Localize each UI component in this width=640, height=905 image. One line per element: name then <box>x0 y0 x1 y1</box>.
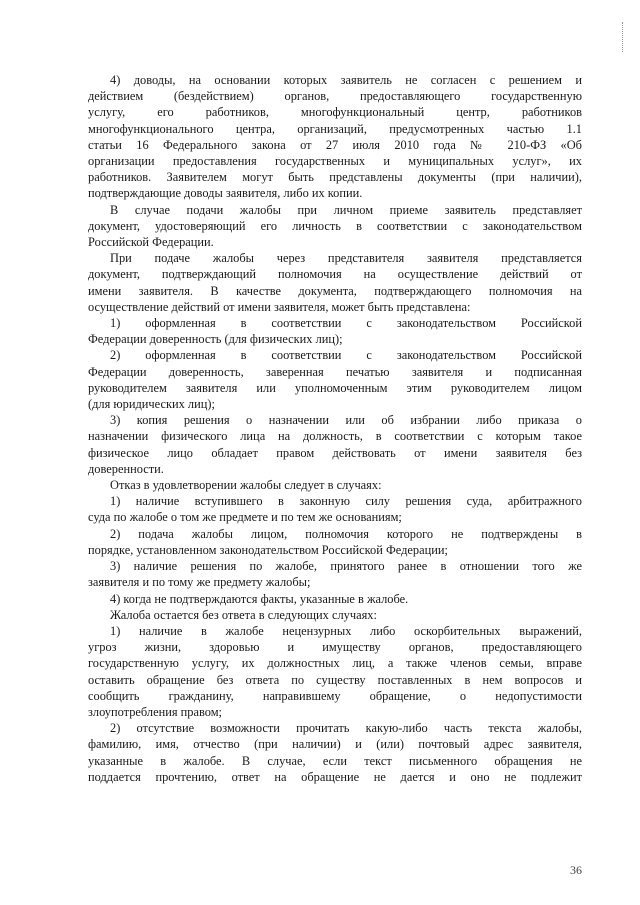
text-line: сообщить гражданину, направившему обращение, о недопустимости <box>88 688 582 703</box>
text-line: доверенности. <box>88 461 164 476</box>
text-line: 3) копия решения о назначении или об избрании либо приказа о <box>110 413 582 428</box>
text-line: 4) когда не подтверждаются факты, указанные в жалобе. <box>110 591 409 606</box>
text-line: физическое лицо обладает правом действовать от имени заявителя без <box>88 445 582 460</box>
text-line: документ, удостоверяющий его личность в соответствии с законодательством <box>88 218 582 233</box>
text-line: При подаче жалобы через представителя заявителя представляется <box>110 251 582 266</box>
text-line: услугу, его работников, многофункциональный центр, работников <box>88 105 582 120</box>
text-line: фамилию, имя, отчество (при наличии) и (или) почтовый адрес заявителя, <box>88 737 582 752</box>
text-line: 4) доводы, на основании которых заявитель не согласен с решением и <box>110 73 582 87</box>
text-line: оставить обращение без ответа по существу поставленных в нем вопросов и <box>88 672 582 687</box>
text-line: Федерации доверенность, заверенная печатью заявителя и подписанная <box>88 364 582 379</box>
text-line: подтверждающие доводы заявителя, либо их копии. <box>88 186 363 201</box>
text-line: угроз жизни, здоровью и имуществу органов, предоставляющего <box>88 640 582 655</box>
text-line: В случае подачи жалобы при личном приеме заявитель представляет <box>110 202 582 217</box>
text-line: (для юридических лиц); <box>88 397 215 412</box>
text-line: документ, подтверждающий полномочия на осуществление действий от <box>88 267 582 282</box>
text-line: злоупотребления правом; <box>88 704 222 719</box>
text-line: заявителя и по тому же предмету жалобы; <box>88 575 311 590</box>
text-line: 3) наличие решения по жалобе, принятого ранее в отношении того же <box>110 559 582 574</box>
text-line: 1) оформленная в соответствии с законодательством Российской <box>110 316 582 331</box>
page-number: 36 <box>570 863 582 877</box>
text-line: действием (бездействием) органов, предоставляющего государственную <box>88 89 582 104</box>
text-line: порядке, установленном законодательством Российской Федерации; <box>88 542 448 557</box>
text-line: Жалоба остается без ответа в следующих случаях: <box>110 607 377 622</box>
text-line: суда по жалобе о том же предмете и по тем же основаниям; <box>88 510 402 525</box>
text-line: 1) наличие в жалобе нецензурных либо оскорбительных выражений, <box>110 623 582 638</box>
text-line: назначении физического лица на должность, в соответствии с которым такое <box>88 429 582 444</box>
margin-mark <box>622 22 626 52</box>
text-line: Федерации доверенность (для физических лиц); <box>88 332 343 347</box>
text-line: 2) подача жалобы лицом, полномочия которого не подтверждены в <box>110 526 582 541</box>
text-line: многофункционального центра, организаций, предусмотренных частью 1.1 <box>88 121 582 136</box>
document-body <box>88 72 582 785</box>
text-line: 2) отсутствие возможности прочитать какую-либо часть текста жалобы, <box>110 721 582 736</box>
text-line: осуществление действий от имени заявителя, может быть представлена: <box>88 299 471 314</box>
text-line: поддается прочтению, ответ на обращение не дается и оно не подлежит <box>88 769 582 784</box>
text-line: Отказ в удовлетворении жалобы следует в случаях: <box>110 478 382 493</box>
text-line: 2) оформленная в соответствии с законодательством Российской <box>110 348 582 363</box>
text-line: Российской Федерации. <box>88 235 214 250</box>
text-line: 1) наличие вступившего в законную силу решения суда, арбитражного <box>110 494 582 509</box>
text-line: государственную услугу, их должностных лиц, а также членов семьи, вправе <box>88 656 582 671</box>
text-line: статьи 16 Федерального закона от 27 июля 2010 года № 210-ФЗ «Об <box>88 137 582 152</box>
text-line: организации предоставления государственных и муниципальных услуг», их <box>88 154 582 169</box>
text-line: работников. Заявителем могут быть представлены документы (при наличии), <box>88 170 582 185</box>
text-line: имени заявителя. В качестве документа, подтверждающего полномочия на <box>88 283 582 298</box>
text-line: указанные в жалобе. В случае, если текст письменного обращения не <box>88 753 582 768</box>
text-line: руководителем заявителя или уполномоченным этим руководителем лицом <box>88 380 582 395</box>
